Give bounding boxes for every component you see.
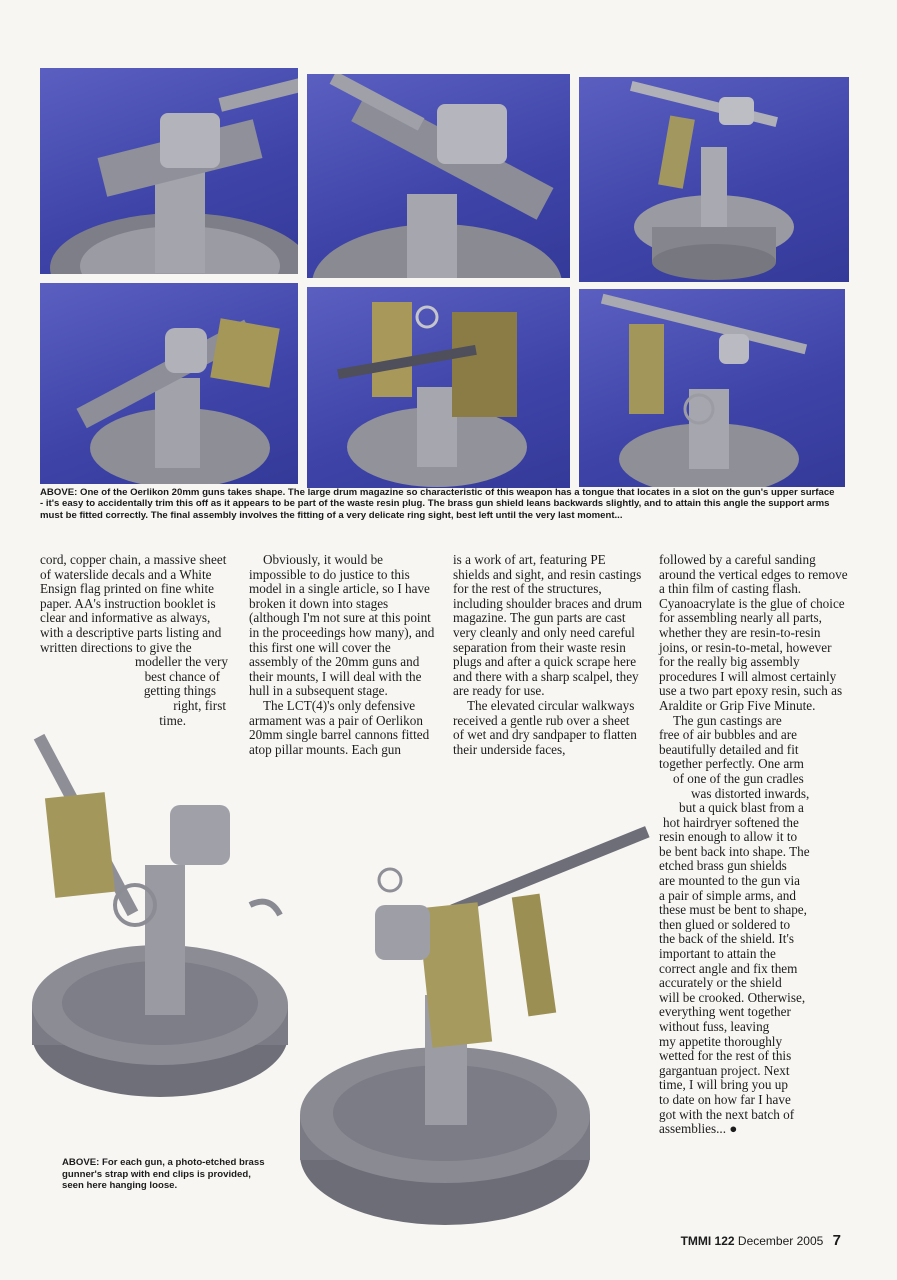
magazine-issue: TMMI 122 bbox=[680, 1234, 735, 1248]
gun-photo-5 bbox=[307, 287, 570, 488]
text-line: without fuss, leaving bbox=[659, 1019, 770, 1034]
gun-model-illustration bbox=[40, 68, 298, 274]
text-line: getting things bbox=[143, 683, 216, 699]
gun-model-left-cutout bbox=[20, 705, 300, 1125]
text-line: be bent back into shape. The bbox=[659, 843, 810, 859]
paragraph: Obviously, it would be impossible to do justice to this model in a single article, so I have broken it down into stages (although I'm not sure at this point in the proceedings how many), and this first one will cover the assembly of the 20mm guns and their mounts, I will deal with the hull in a subsequent stage. bbox=[249, 552, 435, 699]
text-line: then glued or soldered to bbox=[659, 916, 791, 932]
gun-model-illustration bbox=[579, 289, 845, 487]
paragraph: The LCT(4)'s only defensive armament was a pair of Oerlikon 20mm single barrel cannons fitted atop pillar mounts. Each gun bbox=[249, 697, 430, 757]
text-line: wetted for the rest of this bbox=[659, 1048, 792, 1064]
text-line: the back of the shield. It's bbox=[659, 931, 794, 947]
text-line: best chance of bbox=[144, 668, 220, 684]
bottom-photo-caption bbox=[62, 1157, 272, 1192]
paragraph: cord, copper chain, a massive sheet of waterslide decals and a White Ensign flag printed on fine white paper. AA's instruction booklet is clear and informative as always, with a descriptive parts listing and written directions to give the bbox=[40, 552, 227, 655]
text-line: etched brass gun shields bbox=[659, 858, 787, 874]
text-line: everything went together bbox=[659, 1004, 791, 1020]
caption-label: ABOVE: bbox=[40, 487, 78, 498]
text-line: got with the next batch of bbox=[659, 1106, 795, 1122]
text-line: of one of the gun cradles bbox=[673, 770, 804, 786]
gun-photo-2 bbox=[307, 74, 570, 278]
text-line: a pair of simple arms, and bbox=[659, 887, 796, 903]
gun-photo-3 bbox=[579, 77, 849, 282]
text-line: assemblies... ● bbox=[659, 1121, 738, 1137]
gun-model-illustration bbox=[579, 77, 849, 282]
page-number: 7 bbox=[832, 1232, 841, 1249]
page-footer bbox=[681, 1232, 841, 1249]
gun-model-illustration bbox=[40, 283, 298, 484]
gun-model-illustration bbox=[307, 74, 570, 278]
text-line: time, I will bring you up bbox=[659, 1077, 788, 1093]
text-line: time. bbox=[159, 712, 186, 728]
text-line: beautifully detailed and fit bbox=[659, 741, 799, 757]
text-line: my appetite thoroughly bbox=[659, 1033, 783, 1049]
text-line: hot hairdryer softened the bbox=[663, 814, 799, 830]
gun-model-right-cutout bbox=[295, 815, 660, 1255]
paragraph: The elevated circular walkways received a gentle rub over a sheet of wet and dry sandpaper to flatten their underside faces, bbox=[453, 697, 637, 757]
paragraph: is a work of art, featuring PE shields and sight, and resin castings for the rest of the structures, including shoulder braces and drum magazine. The gun parts are cast very cleanly and only need careful separation from their waste resin plugs and after a quick scrape here and there with a sharp scalpel, they are ready for use. bbox=[453, 552, 642, 699]
gun-model-illustration bbox=[307, 287, 570, 488]
text-line: important to attain the bbox=[659, 946, 776, 962]
paragraph: followed by a careful sanding around the vertical edges to remove a thin film of casting flash. Cyanoacrylate is the glue of choice for assembling nearly all parts, whether they are resin-to-resin joins, or resin-to-metal, however for the really big assembly procedures I will almost certainly use a two part epoxy resin, such as Araldite or Grip Five Minute. bbox=[659, 552, 848, 713]
text-line: right, first bbox=[173, 697, 226, 713]
text-line: The gun castings are bbox=[673, 712, 782, 728]
paragraph-shaped bbox=[659, 714, 849, 1137]
text-line: correct angle and fix them bbox=[659, 960, 798, 976]
caption-text: One of the Oerlikon 20mm guns takes shape. The large drum magazine so characteristic of this weapon has a tongue that locates in a slot on the gun's upper surface - it's easy to accidentally trim this off as it appears to be part of the waste resin plug. The brass gun shield leans backwards slightly, and to attain this angle the support arms must be fitted correctly. The final assembly involves the fitting of a very delicate ring sight, best left until the very last moment... bbox=[40, 487, 835, 521]
gun-photo-4 bbox=[40, 283, 298, 484]
column-1 bbox=[40, 553, 230, 728]
text-line: free of air bubbles and are bbox=[659, 727, 798, 743]
text-line: to date on how far I have bbox=[659, 1091, 791, 1107]
text-line: gargantuan project. Next bbox=[659, 1062, 790, 1078]
gun-photo-1 bbox=[40, 68, 298, 274]
caption-text: For each gun, a photo-etched brass gunner's strap with end clips is provided, seen here hanging loose. bbox=[62, 1157, 265, 1192]
text-line: resin enough to allow it to bbox=[659, 829, 798, 845]
column-3 bbox=[453, 553, 643, 757]
caption-label: ABOVE: bbox=[62, 1157, 100, 1168]
issue-date: December 2005 bbox=[737, 1234, 824, 1248]
text-line: modeller the very bbox=[134, 654, 228, 670]
top-photo-caption bbox=[40, 487, 840, 521]
text-line: will be crooked. Otherwise, bbox=[659, 989, 806, 1005]
text-line: was distorted inwards, bbox=[691, 785, 810, 801]
text-line: these must be bent to shape, bbox=[659, 902, 807, 918]
text-line: accurately or the shield bbox=[659, 975, 782, 991]
text-line: but a quick blast from a bbox=[679, 800, 804, 816]
column-4 bbox=[659, 553, 849, 1137]
gun-photo-6 bbox=[579, 289, 845, 487]
text-line: together perfectly. One arm bbox=[659, 756, 804, 772]
text-line: are mounted to the gun via bbox=[659, 873, 800, 889]
